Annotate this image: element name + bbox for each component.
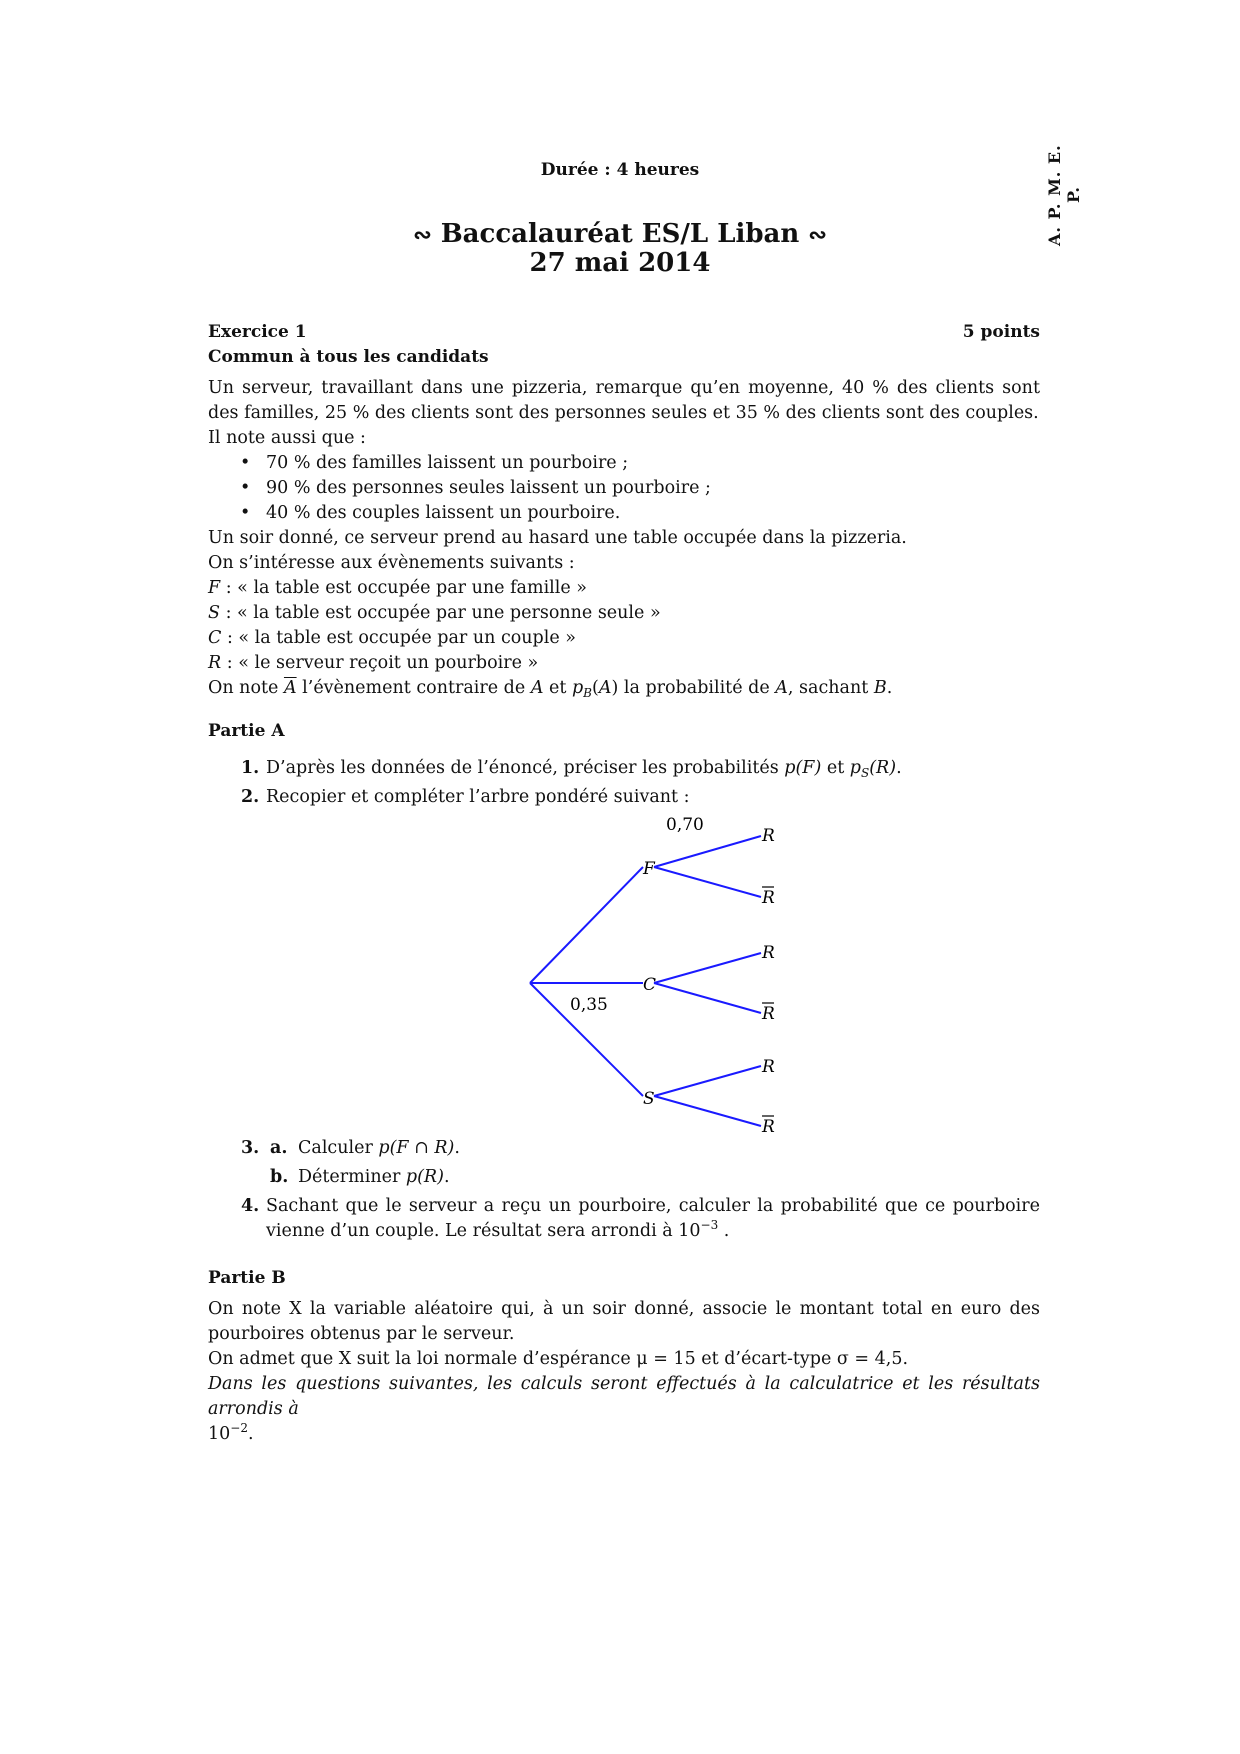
- list-item: • 90 % des personnes seules laissent un pourboire ;: [266, 476, 1040, 501]
- branch-C-Rbar: [654, 983, 761, 1013]
- list-item: • 40 % des couples laissent un pourboire.: [266, 501, 1040, 526]
- event-C: C : « la table est occupée par un couple »: [208, 628, 576, 648]
- event-F: F : « la table est occupée par une famille »: [208, 578, 587, 598]
- soir-paragraph: Un soir donné, ce serveur prend au hasard une table occupée dans la pizzeria.: [208, 528, 907, 548]
- branch-F-R: [654, 836, 761, 867]
- prob-label-F-R: 0,70: [666, 815, 704, 835]
- leaf-S-R: R: [762, 1057, 775, 1077]
- question-2: 2. Recopier et compléter l’arbre pondéré suivant :: [241, 787, 690, 807]
- event-R: R : « le serveur reçoit un pourboire »: [208, 653, 539, 673]
- branch-S-Rbar: [654, 1096, 761, 1126]
- duration: Durée : 4 heures: [540, 160, 700, 180]
- leaf-C-R: R: [762, 943, 775, 963]
- branch-F-Rbar: [654, 867, 761, 897]
- branch-S-R: [654, 1066, 761, 1096]
- note-lead: Il note aussi que :: [208, 428, 366, 448]
- part-a-title: Partie A: [208, 721, 285, 741]
- node-C: C: [643, 975, 657, 995]
- prob-label-C: 0,35: [570, 995, 608, 1015]
- leaf-F-R: R: [762, 826, 775, 846]
- part-b-title: Partie B: [208, 1268, 286, 1288]
- side-label: A. P. M. E. P.: [1045, 144, 1083, 246]
- leaf-S-Rbar: R: [762, 1117, 775, 1137]
- question-1: 1. D’après les données de l’énoncé, préciser les probabilités p(F) et $p_S(R)$.: [241, 758, 902, 780]
- notation-paragraph: On note $\overline{A}$ l’évènement contraire de A et $p_B(A)$ la probabilité de A, sachant B.: [208, 678, 893, 700]
- page-title: [0, 220, 1240, 277]
- tip-list: [208, 451, 1040, 526]
- exercise-body: [208, 320, 1040, 1447]
- question-4: 4. Sachant que le serveur a reçu un pourboire, calculer la probabilité que ce pourboire vienne d’un couple. Le résultat sera arrondi à $10^{-3}$ .: [241, 1196, 1040, 1241]
- part-b-paragraph-1: On note X la variable aléatoire qui, à un soir donné, associe le montant total en euro des pourboires obtenus par le serveur.: [208, 1299, 1040, 1344]
- branch-root-F: [530, 867, 643, 983]
- part-b-paragraph-2: On admet que X suit la loi normale d’espérance μ = 15 et d’écart-type σ = 4,5.: [208, 1349, 909, 1369]
- exercise-title: Exercice 1: [208, 322, 307, 342]
- leaf-C-Rbar: R: [762, 1004, 775, 1024]
- part-b-precision: $10^{-2}$.: [208, 1421, 254, 1444]
- probability-tree: [208, 810, 1040, 1142]
- ornament-left-icon: ∾: [413, 222, 432, 248]
- title-line1: Baccalauréat ES/L Liban: [440, 219, 800, 249]
- event-S: S : « la table est occupée par une personne seule »: [208, 603, 661, 623]
- part-b-paragraph-3: Dans les questions suivantes, les calculs seront effectués à la calculatrice et les résultats arrondis à: [208, 1374, 1040, 1419]
- title-line2: 27 mai 2014: [529, 248, 711, 278]
- node-F: F: [643, 859, 655, 879]
- exercise-header: [208, 320, 1040, 345]
- intro-paragraph: Un serveur, travaillant dans une pizzeria, remarque qu’en moyenne, 40 % des clients sont des familles, 25 % des clients sont des personnes seules et 35 % des clients sont des couples.: [208, 378, 1040, 423]
- node-S: S: [643, 1089, 655, 1109]
- list-item: • 70 % des familles laissent un pourboire ;: [266, 451, 1040, 476]
- exercise-points: 5 points: [962, 322, 1040, 342]
- leaf-F-Rbar: R: [762, 888, 775, 908]
- exercise-subtitle: Commun à tous les candidats: [208, 347, 489, 367]
- ornament-right-icon: ∾: [808, 222, 827, 248]
- events-lead: On s’intéresse aux évènements suivants :: [208, 553, 575, 573]
- branch-C-R: [654, 953, 761, 983]
- question-3b: b. Déterminer p(R).: [270, 1167, 450, 1187]
- question-3a: 3. a. Calculer p(F ∩ R).: [241, 1138, 460, 1158]
